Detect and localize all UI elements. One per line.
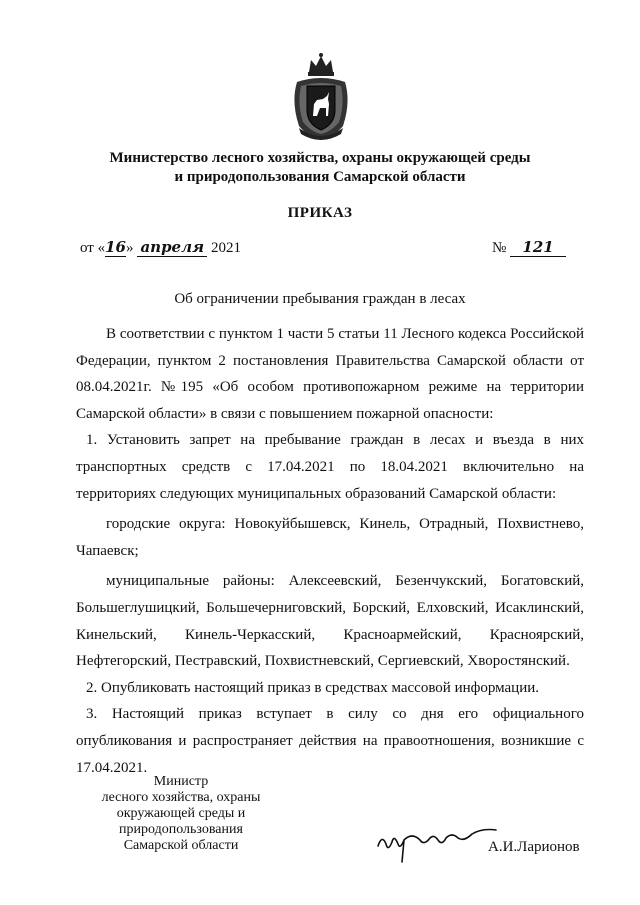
- position-line-4: природопользования: [119, 822, 243, 837]
- order-date: [80, 238, 241, 257]
- city-districts-paragraph: городские округа: Новокуйбышевск, Кинель, Отрадный, Похвистнево, Чапаевск;: [76, 516, 584, 559]
- date-day: 16: [105, 238, 126, 256]
- signer-name: А.И.Ларионов: [488, 839, 580, 855]
- order-number: [492, 238, 566, 257]
- coat-of-arms-samara-icon: [287, 52, 355, 142]
- item-1-paragraph: 1. Установить запрет на пребывание граждан в лесах и въезда в них транспортных средств с 17.04.2021 по 18.04.2021 включительно на территориях следующих муниципальных образований Самарской области:: [76, 432, 584, 502]
- item-3-paragraph: 3. Настоящий приказ вступает в силу со дня его официального опубликования и распространяет действия на правоотношения, возникшие с 17.04.2021.: [76, 706, 584, 776]
- ministry-name: [60, 149, 580, 187]
- position-line-3: окружающей среды и: [116, 806, 246, 821]
- ministry-line-1: Министерство лесного хозяйства, охраны окружающей среды: [109, 150, 531, 166]
- signatory-position: [76, 774, 286, 854]
- position-line-1: Министр: [153, 774, 209, 789]
- order-body: [76, 321, 584, 781]
- date-year: 2021: [210, 240, 241, 256]
- date-prefix: от «: [80, 240, 106, 256]
- position-line-2: лесного хозяйства, охраны: [101, 790, 261, 805]
- municipal-districts-paragraph: муниципальные районы: Алексеевский, Безенчукский, Богатовский, Большеглушицкий, Большечерниговский, Борский, Елховский, Исаклинский, Кинельский, Кинель-Черкасский, Красноармейский, Красноярский, Нефтегорский, Пестравский, Похвистневский, Сергиевский, Хворостянский.: [76, 573, 584, 670]
- handwritten-signature-icon: [372, 816, 502, 868]
- number-value: 121: [510, 238, 566, 257]
- number-label: №: [492, 240, 507, 256]
- preamble-paragraph: В соответствии с пунктом 1 части 5 статьи 11 Лесного кодекса Российской Федерации, пунктом 2 постановления Правительства Самарской области от 08.04.2021г. №195 «Об особом противопожарном режиме на территории Самарской области» в связи с повышением пожарной опасности:: [76, 326, 584, 422]
- date-month: апреля: [137, 238, 207, 257]
- date-mid: »: [125, 240, 134, 256]
- order-title: ПРИКАЗ: [287, 205, 353, 221]
- position-line-5: Самарской области: [123, 838, 239, 853]
- item-2-paragraph: 2. Опубликовать настоящий приказ в средствах массовой информации.: [86, 679, 540, 696]
- order-subject: Об ограничении пребывания граждан в лесах: [174, 291, 466, 307]
- ministry-line-2: и природопользования Самарской области: [174, 169, 466, 185]
